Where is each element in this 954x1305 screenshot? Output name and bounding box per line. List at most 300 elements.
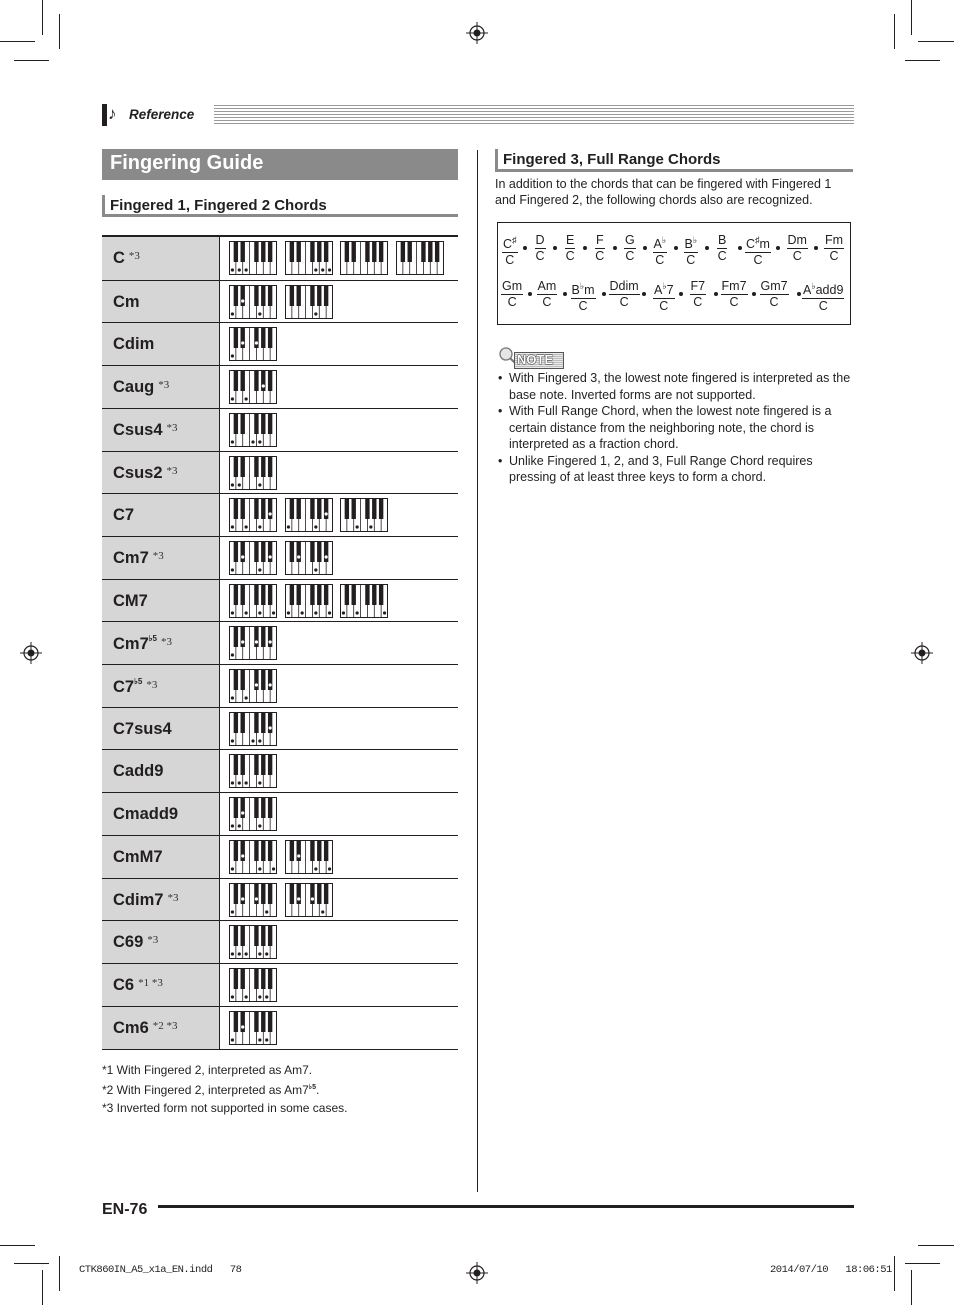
keyboard-diagram (229, 541, 277, 575)
note-marker (314, 568, 317, 571)
keyboard-diagram-wrapper (229, 925, 277, 959)
registration-mark-icon (20, 642, 42, 664)
note-marker (241, 555, 244, 558)
crop-mark (59, 1256, 60, 1291)
footnote: *1 With Fingered 2, interpreted as Am7. (102, 1063, 313, 1077)
chord-table (102, 235, 458, 1050)
keyboard-diagram (285, 241, 333, 275)
separator-dot (528, 292, 532, 296)
separator-dot (602, 292, 606, 296)
crop-mark (14, 60, 49, 61)
chord-name-cell (102, 622, 220, 665)
note-marker (297, 854, 300, 857)
crop-mark (918, 1245, 954, 1246)
print-slug-file: CTK860IN_A5_x1a_EN.indd 78 (79, 1264, 242, 1276)
fraction-chord-top: A♭7 (654, 281, 674, 297)
fraction-chord (684, 233, 699, 268)
chord-name-cell (102, 237, 220, 280)
keyboard-diagram-wrapper (229, 712, 277, 746)
bullet: • (498, 453, 503, 468)
note-marker (258, 824, 261, 827)
note-marker (272, 867, 275, 870)
note-marker (231, 696, 234, 699)
fraction-chord-top: B (718, 233, 727, 247)
note-marker (314, 526, 317, 529)
chord-name: Cm (113, 292, 140, 311)
note-marker (258, 312, 261, 315)
chord-row (102, 451, 458, 495)
note-marker (258, 953, 261, 956)
chord-name-cell (102, 836, 220, 879)
note-marker (258, 526, 261, 529)
keyboard-diagram-wrapper (285, 498, 333, 532)
keyboard-diagram (229, 413, 277, 447)
note-marker (231, 440, 234, 443)
note-marker (342, 611, 345, 614)
fraction-chord-top: C♯m (746, 235, 770, 251)
fraction-chord-bass: C (505, 253, 515, 267)
keyboard-diagram (396, 241, 444, 275)
note-marker (265, 953, 268, 956)
footnote-reference: *3 (167, 891, 179, 904)
chord-row (102, 920, 458, 964)
keyboard-diagram-wrapper (229, 327, 277, 361)
keyboard-diagram (229, 285, 277, 319)
chord-name-cell (102, 708, 220, 751)
keyboard-diagram-wrapper (229, 584, 277, 618)
fraction-chord (760, 279, 789, 310)
fraction-chord-top: Gm (502, 279, 523, 293)
fraction-chord-top: B♭m (571, 281, 595, 297)
note-marker (314, 268, 317, 271)
fraction-chord-bass: C (686, 253, 696, 267)
note-marker (245, 995, 248, 998)
keyboard-diagram (285, 498, 333, 532)
note-marker (251, 739, 254, 742)
note-marker (231, 268, 234, 271)
separator-dot (643, 246, 647, 250)
chord-row (102, 749, 458, 793)
note-marker (258, 867, 261, 870)
keyboard-diagram-wrapper (229, 370, 277, 404)
note-marker (297, 897, 300, 900)
chord-row (102, 322, 458, 366)
note-icon (497, 345, 563, 367)
note-marker (245, 611, 248, 614)
footnote-superscript: ♭5 (308, 1084, 316, 1092)
note-marker (327, 867, 330, 870)
fraction-chord-bass: C (717, 249, 727, 263)
keyboard-diagram (229, 498, 277, 532)
footnote-reference: *3 (128, 250, 140, 262)
chord-row (102, 365, 458, 409)
note-marker (231, 483, 234, 486)
fraction-chord (717, 233, 727, 264)
crop-mark (894, 14, 895, 49)
chord-name-cell (102, 665, 220, 708)
footer-rule (158, 1205, 854, 1208)
chord-row (102, 835, 458, 879)
note-marker (356, 611, 359, 614)
note-marker (241, 1025, 244, 1028)
keyboard-diagram (229, 584, 277, 618)
note-marker (324, 555, 327, 558)
page-title-bar (102, 149, 458, 180)
header-rule (102, 103, 854, 125)
footnote-reference: *3 (161, 636, 172, 649)
note-marker (245, 397, 248, 400)
note-marker (231, 611, 234, 614)
chord-name: Cmadd9 (113, 805, 179, 824)
chord-row (102, 1006, 458, 1050)
note-marker (241, 811, 244, 814)
keyboard-diagram-wrapper (229, 541, 277, 575)
footnote: *3 Inverted form not supported in some cases. (102, 1100, 348, 1115)
fraction-chord-top: Fm (825, 233, 844, 247)
keyboard-diagram-wrapper (340, 241, 388, 275)
bullet: • (498, 404, 503, 418)
chord-name-cell (102, 750, 220, 793)
keyboard-diagram-wrapper (396, 241, 444, 275)
chord-row (102, 408, 458, 452)
fraction-chord-bass: C (619, 295, 629, 309)
note-marker (241, 641, 244, 644)
keyboard-diagram (285, 584, 333, 618)
keyboard-diagram (285, 285, 333, 319)
separator-dot (674, 246, 678, 250)
note-marker (321, 268, 324, 271)
crop-mark (905, 1263, 940, 1264)
fraction-chord-top: E (566, 233, 575, 247)
crop-mark (918, 41, 954, 42)
keyboard-diagram-wrapper (229, 456, 277, 490)
note-marker (327, 611, 330, 614)
section-label: Reference (129, 107, 195, 122)
chord-row (102, 707, 458, 751)
note-marker (269, 555, 272, 558)
fraction-chord (824, 233, 844, 264)
chord-row (102, 621, 458, 665)
note-marker (286, 526, 289, 529)
keyboard-diagram-wrapper (229, 883, 277, 917)
chord-name-cell (102, 494, 220, 537)
note-marker (245, 526, 248, 529)
note-marker (231, 739, 234, 742)
note-marker (258, 1038, 261, 1041)
chord-row (102, 878, 458, 922)
chord-name: Cm6 $^{*2 *3}$ (113, 1018, 178, 1037)
note-marker (231, 355, 234, 358)
keyboard-diagram-wrapper (229, 626, 277, 660)
fraction-chord-top: Fm7 (721, 279, 747, 293)
chord-name: C7 (113, 506, 135, 525)
footnote-reference: *2 *3 (152, 1019, 178, 1032)
keyboard-diagram (285, 541, 333, 575)
fraction-chord-bass: C (535, 249, 545, 263)
separator-dot (752, 292, 756, 296)
fraction-chord-bass: C (792, 249, 802, 263)
note-marker (255, 342, 258, 345)
chord-name: Cm7 $^{*3}$ (113, 548, 164, 567)
fraction-chord (609, 279, 640, 310)
keyboard-diagram-wrapper (285, 541, 333, 575)
note-marker (231, 1038, 234, 1041)
note-marker (265, 910, 268, 913)
chord-row (102, 579, 458, 623)
note-marker (231, 953, 234, 956)
crop-mark (59, 14, 60, 49)
chord-name: CmM7 (113, 847, 163, 866)
keyboard-diagram-wrapper (285, 285, 333, 319)
keyboard-diagram-wrapper (229, 413, 277, 447)
chord-row (102, 237, 458, 280)
note-marker (314, 611, 317, 614)
separator-dot (776, 246, 780, 250)
chord-name-cell (102, 366, 220, 409)
note-marker (258, 739, 261, 742)
keyboard-diagram (229, 456, 277, 490)
keyboard-diagram-wrapper (229, 754, 277, 788)
keyboard-diagram-wrapper (229, 241, 277, 275)
chord-row (102, 493, 458, 537)
fraction-chord (745, 233, 771, 268)
chord-name-superscript: ♭5 (148, 634, 157, 644)
note-marker (231, 654, 234, 657)
fraction-chord-bass: C (729, 295, 739, 309)
chord-name-cell (102, 921, 220, 964)
fraction-chord-top: C♯ (503, 235, 517, 251)
note-marker (231, 526, 234, 529)
subheading-fingered-1-2: Fingered 1, Fingered 2 Chords (102, 195, 458, 217)
keyboard-diagram-wrapper (229, 797, 277, 831)
keyboard-diagram-wrapper (229, 498, 277, 532)
keyboard-diagram-wrapper (285, 883, 333, 917)
fraction-chord-bass: C (542, 295, 552, 309)
fraction-chord-top: G (625, 233, 635, 247)
note-marker (314, 312, 317, 315)
keyboard-diagram (229, 968, 277, 1002)
fraction-chord-top: Ddim (609, 279, 639, 293)
fraction-chord (787, 233, 808, 264)
intro-paragraph: In addition to the chords that can be fingered with Fingered 1 and Fingered 2, the following chords also are recognized. (495, 177, 832, 208)
fraction-chord (537, 279, 558, 310)
fraction-chord (501, 279, 523, 310)
crop-mark (905, 60, 940, 61)
separator-dot (523, 246, 527, 250)
note-marker (262, 384, 265, 387)
chord-name: $Cm7^{♭5}$ $^{*3}$ (113, 634, 172, 654)
footnote-reference: *3 (166, 464, 178, 477)
keyboard-diagram-wrapper (229, 840, 277, 874)
keyboard-diagram (340, 584, 388, 618)
chord-name: Csus4 $^{*3}$ (113, 420, 178, 439)
crop-mark (0, 1245, 35, 1246)
chord-name-superscript: ♭5 (134, 677, 143, 686)
note-marker (269, 641, 272, 644)
note-marker (314, 867, 317, 870)
note-label: NOTE (517, 352, 554, 367)
chord-name: Cadd9 (113, 762, 164, 781)
fraction-chord (571, 279, 596, 314)
note-marker (383, 611, 386, 614)
note-marker (231, 995, 234, 998)
footnote-reference: *3 (147, 934, 159, 947)
separator-dot (714, 292, 718, 296)
chord-row (102, 792, 458, 836)
registration-mark-icon (466, 22, 488, 44)
chord-row (102, 536, 458, 580)
keyboard-diagram-wrapper (229, 1011, 277, 1045)
chord-name-cell (102, 537, 220, 580)
note-text: With Fingered 3, the lowest note fingered is interpreted as the base note. Inverted forms are not supported. (509, 371, 851, 402)
chord-name-cell (102, 793, 220, 836)
footnote-reference: *3 (146, 679, 158, 691)
bullet: • (498, 371, 503, 385)
note-marker (231, 824, 234, 827)
note-marker (297, 555, 300, 558)
note-marker (258, 782, 261, 785)
fraction-chord-bass: C (625, 249, 635, 263)
note-marker (231, 568, 234, 571)
keyboard-diagram-wrapper (340, 498, 388, 532)
keyboard-diagram (285, 840, 333, 874)
note-item (495, 453, 855, 486)
note-marker (286, 611, 289, 614)
keyboard-diagram-wrapper (285, 840, 333, 874)
note-marker (272, 611, 275, 614)
chord-name: CM7 (113, 591, 148, 610)
separator-dot (563, 292, 567, 296)
keyboard-diagram (229, 241, 277, 275)
keyboard-diagram (285, 883, 333, 917)
note-marker (258, 611, 261, 614)
chord-name-cell (102, 879, 220, 922)
fraction-chord-top: A♭ (653, 235, 667, 251)
keyboard-diagram (229, 797, 277, 831)
separator-dot (814, 246, 818, 250)
crop-mark (894, 1256, 895, 1291)
keyboard-diagram (229, 883, 277, 917)
note-marker (269, 513, 272, 516)
keyboard-diagram-wrapper (229, 285, 277, 319)
footnote-reference: *3 (158, 379, 170, 392)
note-marker (238, 953, 241, 956)
note-marker (245, 268, 248, 271)
keyboard-diagram (229, 712, 277, 746)
note-marker (251, 440, 254, 443)
registration-mark-icon (466, 1262, 488, 1284)
note-marker (269, 726, 272, 729)
chord-row (102, 664, 458, 708)
note-marker (231, 910, 234, 913)
chord-name-cell (102, 323, 220, 366)
crop-mark (0, 41, 35, 42)
chord-name: C6 $^{*1 *3}$ (113, 975, 163, 994)
keyboard-diagram (340, 498, 388, 532)
fraction-chord (653, 279, 675, 314)
fraction-chord-top: Gm7 (760, 279, 788, 293)
page-title: Fingering Guide (110, 152, 264, 174)
fraction-chord (721, 279, 748, 310)
keyboard-diagram-wrapper (229, 669, 277, 703)
note-marker (238, 483, 241, 486)
note-marker (238, 782, 241, 785)
note-marker (241, 854, 244, 857)
fraction-chord-bass: C (818, 299, 828, 313)
fraction-chord-bass: C (693, 295, 703, 309)
chord-name: Cdim7 $^{*3}$ (113, 890, 179, 909)
registration-mark-icon (911, 642, 933, 664)
note-text: With Full Range Chord, when the lowest note fingered is a certain distance from the neighboring note, the chord is interpreted as a fraction chord. (509, 404, 832, 451)
separator-dot (613, 246, 617, 250)
chord-name: C69 $^{*3}$ (113, 933, 159, 952)
separator-dot (679, 292, 683, 296)
keyboard-diagram (229, 925, 277, 959)
fraction-chord-bass: C (769, 295, 779, 309)
note-marker (258, 483, 261, 486)
chord-name-cell (102, 1007, 220, 1050)
chord-name-cell (102, 580, 220, 623)
note-marker (238, 824, 241, 827)
fraction-chord-top: Am (537, 279, 557, 293)
fraction-chord-bass: C (595, 249, 605, 263)
crop-mark (42, 0, 43, 35)
note-list (495, 370, 855, 486)
note-marker (327, 268, 330, 271)
note-marker (255, 897, 258, 900)
chord-name-cell (102, 964, 220, 1007)
note-marker (241, 897, 244, 900)
keyboard-diagram (229, 1011, 277, 1045)
fraction-chord-bass: C (507, 295, 517, 309)
note-marker (241, 342, 244, 345)
note-marker (245, 696, 248, 699)
note-item (495, 403, 855, 453)
column-divider (477, 150, 478, 1192)
footnote-reference: *1 *3 (138, 976, 163, 989)
fraction-chord-bass: C (565, 249, 575, 263)
note-marker (269, 683, 272, 686)
fraction-chord (802, 279, 844, 314)
note-marker (231, 867, 234, 870)
separator-dot (705, 246, 709, 250)
keyboard-diagram (229, 754, 277, 788)
fraction-chord (624, 233, 636, 264)
crop-mark (14, 1263, 49, 1264)
note-marker (255, 641, 258, 644)
header-block (102, 104, 107, 126)
crop-mark (911, 0, 912, 35)
note-marker (231, 782, 234, 785)
fraction-chord-bass: C (829, 249, 839, 263)
note-item (495, 370, 855, 403)
note-marker (265, 1038, 268, 1041)
footnote: *2 With Fingered 2, interpreted as $Am7^{♭5}$. (102, 1083, 320, 1098)
note-marker (321, 910, 324, 913)
subheading-fingered-3: Fingered 3, Full Range Chords (495, 149, 853, 172)
chord-name-cell (102, 409, 220, 452)
keyboard-diagram (229, 370, 277, 404)
separator-dot (583, 246, 587, 250)
section-header (102, 103, 854, 125)
chord-name: Cdim (113, 335, 155, 354)
fraction-chord-bass: C (659, 299, 669, 313)
note-marker (245, 953, 248, 956)
fraction-chord (595, 233, 605, 264)
keyboard-diagram (229, 840, 277, 874)
keyboard-diagram-wrapper (229, 968, 277, 1002)
keyboard-diagram-wrapper (285, 241, 333, 275)
